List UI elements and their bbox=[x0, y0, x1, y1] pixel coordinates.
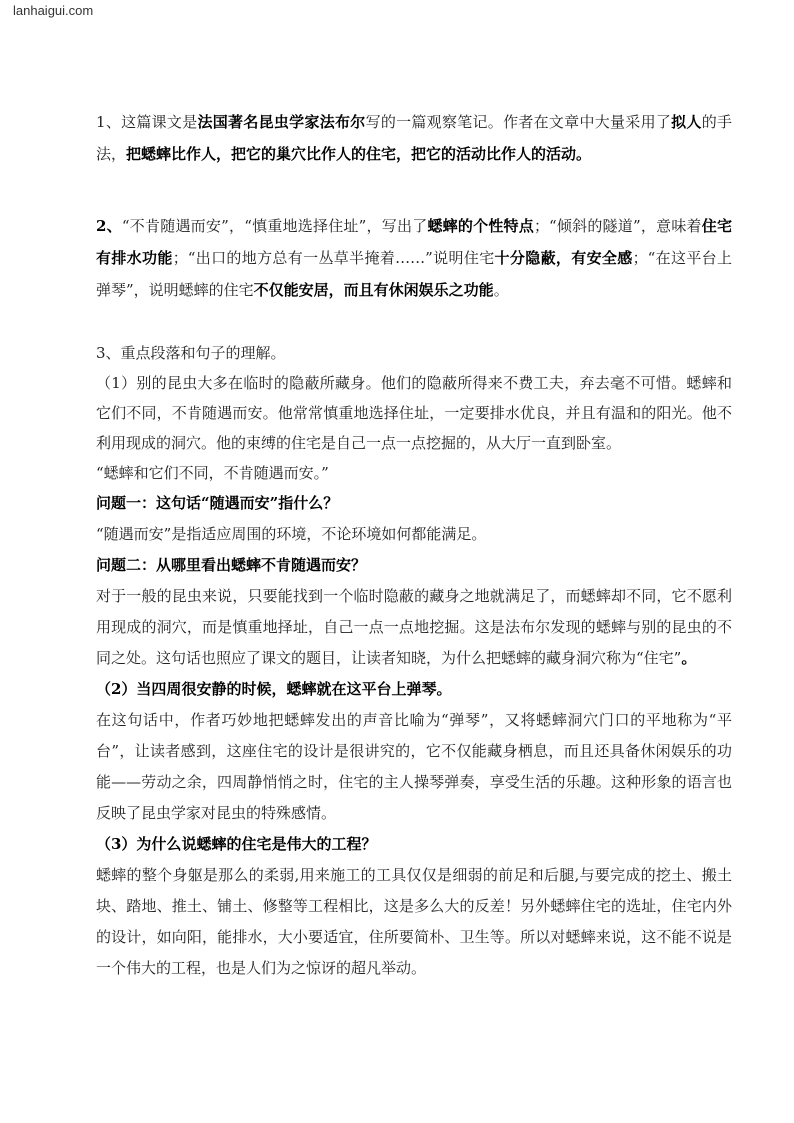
item-2-text: 在这句话中，作者巧妙地把蟋蟀发出的声音比喻为“弹琴”，又将蟋蟀洞穴门口的平地称为“平台”，让读者感到，这座住宅的设计是很讲究的，它不仅能藏身栖息，而且还具备休闲娱乐的功能——劳动之余，四周静悄悄之时，住宅的主人操琴弹奏，享受生活的乐趣。这种形象的语言也反映了昆虫学家对昆虫的特殊感情。 bbox=[96, 711, 732, 822]
document-body bbox=[96, 106, 732, 984]
p2-text-4: ；“在这平台上弹琴”，说明蟋蟀的住宅 bbox=[96, 249, 732, 299]
p2-bold-4: 十分隐蔽，有安全感 bbox=[494, 249, 633, 267]
section-3-heading: 3、重点段落和句子的理解。 bbox=[96, 344, 286, 362]
answer-2 bbox=[96, 581, 732, 674]
p2-text-1: “不肯随遇而安”，“慎重地选择住址”，写出了 bbox=[121, 217, 428, 235]
paragraph-1 bbox=[96, 106, 732, 170]
p2-bold-2: 蟋蟀的个性特点 bbox=[427, 217, 534, 235]
item-3-text: 蟋蟀的整个身躯是那么的柔弱,用来施工的工具仅仅是细弱的前足和后腿,与要完成的挖土、搬土块、踏地、推土、铺土、修整等工程相比，这是多么大的反差！另外蟋蟀住宅的选址，住宅内外的设计，如向阳，能排水，大小要适宜，住所要简朴、卫生等。所以对蟋蟀来说，这不能不说是一个伟大的工程，也是人们为之惊讶的超凡举动。 bbox=[96, 866, 732, 977]
p2-bold-5: 不仅能安居，而且有休闲娱乐之功能 bbox=[253, 281, 494, 299]
p1-bold-1: 法国著名昆虫学家法布尔 bbox=[197, 113, 366, 131]
p1-bold-2: 拟人 bbox=[671, 113, 702, 131]
p2-bold-3: 住宅有排水功能 bbox=[96, 217, 733, 267]
item-3-heading: （3）为什么说蟋蟀的住宅是伟大的工程？ bbox=[96, 835, 377, 853]
p2-text-5: 。 bbox=[493, 281, 509, 299]
p1-text-3: 的手法， bbox=[96, 113, 732, 163]
p1-text-1: 1、这篇课文是 bbox=[96, 113, 198, 131]
paragraph-2 bbox=[96, 210, 732, 306]
item-1-quote: “蟋蟀和它们不同，不肯随遇而安。” bbox=[96, 464, 329, 482]
question-2: 问题二：从哪里看出蟋蟀不肯随遇而安？ bbox=[96, 556, 367, 574]
spacer bbox=[96, 306, 732, 338]
site-watermark: lanhaigui.com bbox=[13, 3, 94, 18]
answer-2-end: 。 bbox=[681, 649, 697, 667]
item-2-heading: （2）当四周很安静的时候，蟋蟀就在这平台上弹琴。 bbox=[96, 680, 452, 698]
question-1: 问题一：这句话“随遇而安”指什么？ bbox=[96, 494, 339, 512]
p2-text-3: ；“出口的地方总有一丛草半掩着……”说明住宅 bbox=[172, 249, 495, 267]
p2-text-2: ；“倾斜的隧道”，意味着 bbox=[534, 217, 702, 235]
answer-1: “随遇而安”是指适应周围的环境，不论环境如何都能满足。 bbox=[96, 525, 487, 543]
item-1-text: （1）别的昆虫大多在临时的隐蔽所藏身。他们的隐蔽所得来不费工夫，弃去毫不可惜。蟋蟀和它们不同，不肯随遇而安。他常常慎重地选择住址，一定要排水优良，并且有温和的阳光。他不利用现成的洞穴。他的束缚的住宅是自己一点一点挖掘的，从大厅一直到卧室。 bbox=[96, 374, 732, 452]
p1-text-2: 写的一篇观察笔记。作者在文章中大量采用了 bbox=[365, 113, 672, 131]
p1-bold-3: 把蟋蟀比作人，把它的巢穴比作人的住宅，把它的活动比作人的活动。 bbox=[126, 145, 592, 163]
p2-bold-1: 2、 bbox=[96, 217, 122, 235]
spacer bbox=[96, 170, 732, 210]
answer-2-text: 对于一般的昆虫来说，只要能找到一个临时隐蔽的藏身之地就满足了，而蟋蟀却不同，它不愿利用现成的洞穴，而是慎重地择址，自己一点一点地挖掘。这是法布尔发现的蟋蟀与别的昆虫的不同之处。这句话也照应了课文的题目，让读者知晓，为什么把蟋蟀的藏身洞穴称为“住宅” bbox=[96, 587, 732, 667]
